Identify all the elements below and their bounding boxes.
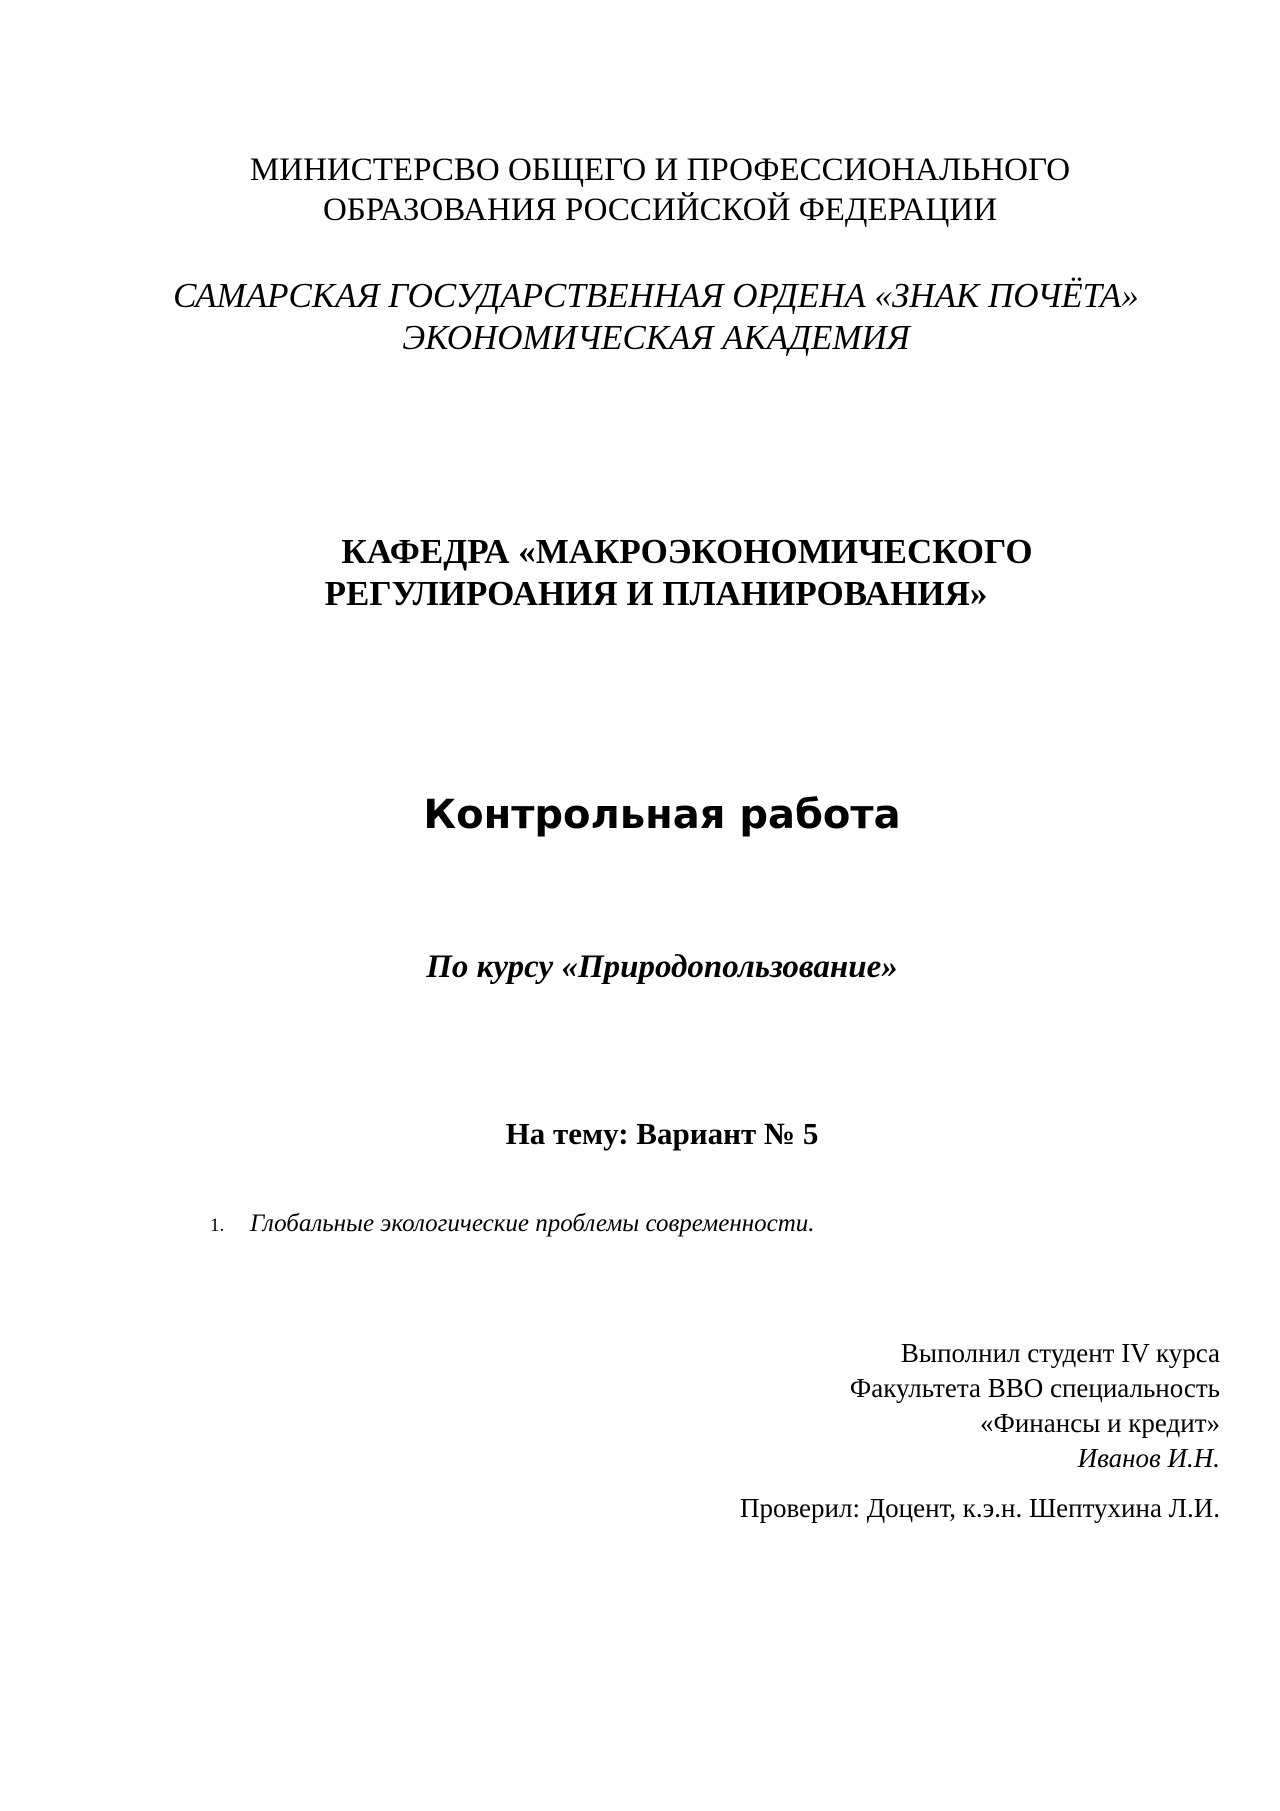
- author-block: [850, 1336, 1220, 1476]
- department-line-2: РЕГУЛИРОАНИЯ И ПЛАНИРОВАНИЯ»: [324, 574, 988, 613]
- academy-line-1: САМАРСКАЯ ГОСУДАРСТВЕННАЯ ОРДЕНА «ЗНАК ПОЧЁТА»: [173, 276, 1139, 315]
- ministry-heading: [20, 150, 1280, 230]
- author-line-1: Выполнил студент IV курса: [900, 1338, 1220, 1368]
- document-title: Контрольная работа: [423, 792, 901, 838]
- question-number: 1.: [210, 1215, 225, 1236]
- author-line-2: Факультета ВВО специальность: [849, 1373, 1220, 1403]
- ministry-line-2: ОБРАЗОВАНИЯ РОССИЙСКОЙ ФЕДЕРАЦИИ: [322, 192, 998, 228]
- question-text: Глобальные экологические проблемы современности.: [250, 1210, 815, 1237]
- academy-heading: [16, 275, 1280, 359]
- department-line-1: КАФЕДРА «МАКРОЭКОНОМИЧЕСКОГО: [341, 532, 1033, 571]
- author-line-3: «Финансы и кредит»: [980, 1408, 1220, 1438]
- ministry-line-1: МИНИСТЕРСВО ОБЩЕГО И ПРОФЕССИОНАЛЬНОГО: [249, 152, 1071, 188]
- department-heading: [22, 531, 1280, 615]
- checker-line: Проверил: Доцент, к.э.н. Шептухина Л.И.: [739, 1493, 1220, 1523]
- question-list-item: [210, 1207, 815, 1243]
- course-title: По курсу «Природопользование»: [426, 949, 898, 985]
- topic-title: На тему: Вариант № 5: [505, 1116, 819, 1151]
- author-name: Иванов И.Н.: [1077, 1443, 1220, 1473]
- academy-line-2: ЭКОНОМИЧЕСКАЯ АКАДЕМИЯ: [402, 318, 910, 357]
